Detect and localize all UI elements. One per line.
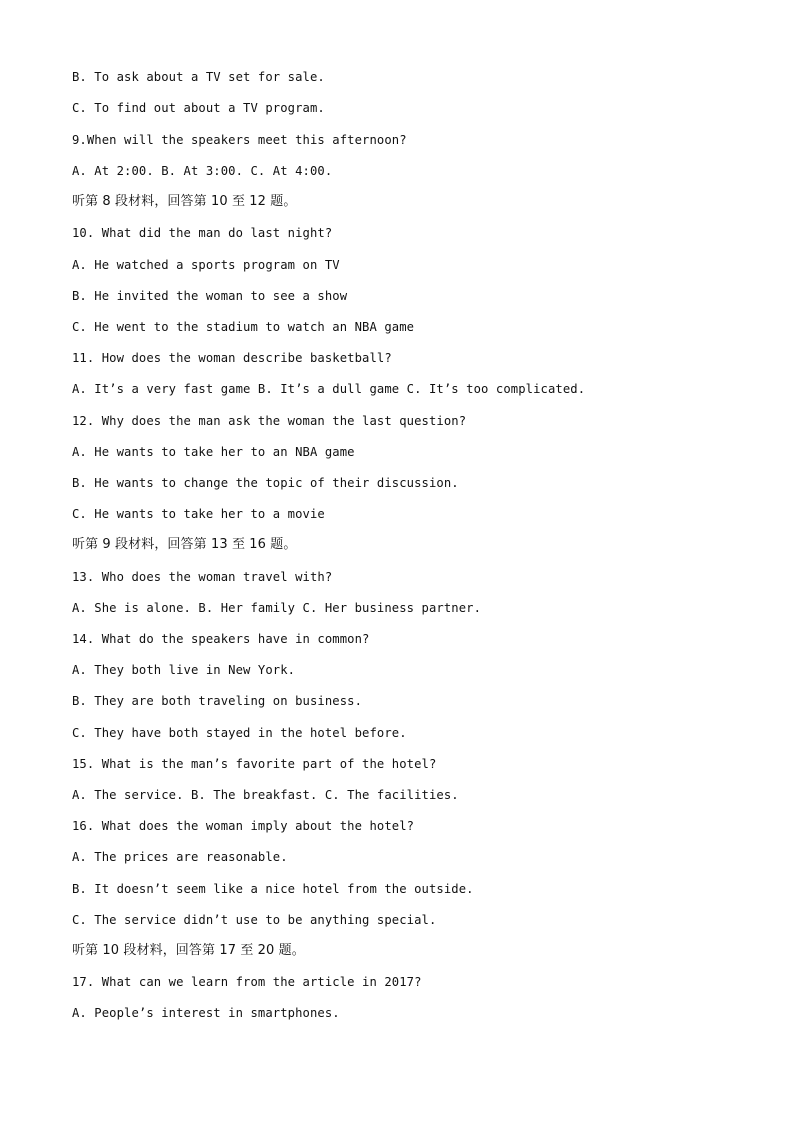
question-9: 9.When will the speakers meet this afternoon?	[72, 133, 407, 147]
question-16-option-b: B. It doesn’t seem like a nice hotel from the outside.	[72, 882, 474, 896]
question-8-option-c: C. To find out about a TV program.	[72, 101, 325, 115]
section-9-heading: 听第 9 段材料，回答第 13 至 16 题。	[72, 537, 297, 552]
question-13-options: A. She is alone. B. Her family C. Her business partner.	[72, 601, 482, 615]
question-17-option-a: A. People’s interest in smartphones.	[72, 1006, 340, 1020]
question-10-option-c: C. He went to the stadium to watch an NBA game	[72, 320, 415, 334]
question-13: 13. Who does the woman travel with?	[72, 570, 333, 584]
question-17: 17. What can we learn from the article in 2017?	[72, 975, 422, 989]
question-14-option-b: B. They are both traveling on business.	[72, 694, 363, 708]
question-8-option-b: B. To ask about a TV set for sale.	[72, 70, 325, 84]
question-12-option-c: C. He wants to take her to a movie	[72, 507, 325, 521]
question-12: 12. Why does the man ask the woman the last question?	[72, 414, 467, 428]
question-14: 14. What do the speakers have in common?	[72, 632, 370, 646]
question-9-options: A. At 2:00. B. At 3:00. C. At 4:00.	[72, 164, 333, 178]
question-14-option-c: C. They have both stayed in the hotel before.	[72, 726, 407, 740]
question-16: 16. What does the woman imply about the hotel?	[72, 819, 415, 833]
question-11-options: A. It’s a very fast game B. It’s a dull game C. It’s too complicated.	[72, 382, 586, 396]
question-12-option-a: A. He wants to take her to an NBA game	[72, 445, 355, 459]
question-15-options: A. The service. B. The breakfast. C. The facilities.	[72, 788, 459, 802]
section-8-heading: 听第 8 段材料，回答第 10 至 12 题。	[72, 194, 297, 209]
question-10-option-a: A. He watched a sports program on TV	[72, 258, 340, 272]
question-16-option-c: C. The service didn’t use to be anything special.	[72, 913, 437, 927]
section-10-heading: 听第 10 段材料，回答第 17 至 20 题。	[72, 943, 305, 958]
question-15: 15. What is the man’s favorite part of the hotel?	[72, 757, 437, 771]
question-16-option-a: A. The prices are reasonable.	[72, 850, 288, 864]
question-14-option-a: A. They both live in New York.	[72, 663, 296, 677]
question-11: 11. How does the woman describe basketball?	[72, 351, 392, 365]
question-10: 10. What did the man do last night?	[72, 226, 333, 240]
question-10-option-b: B. He invited the woman to see a show	[72, 289, 348, 303]
question-12-option-b: B. He wants to change the topic of their discussion.	[72, 476, 459, 490]
